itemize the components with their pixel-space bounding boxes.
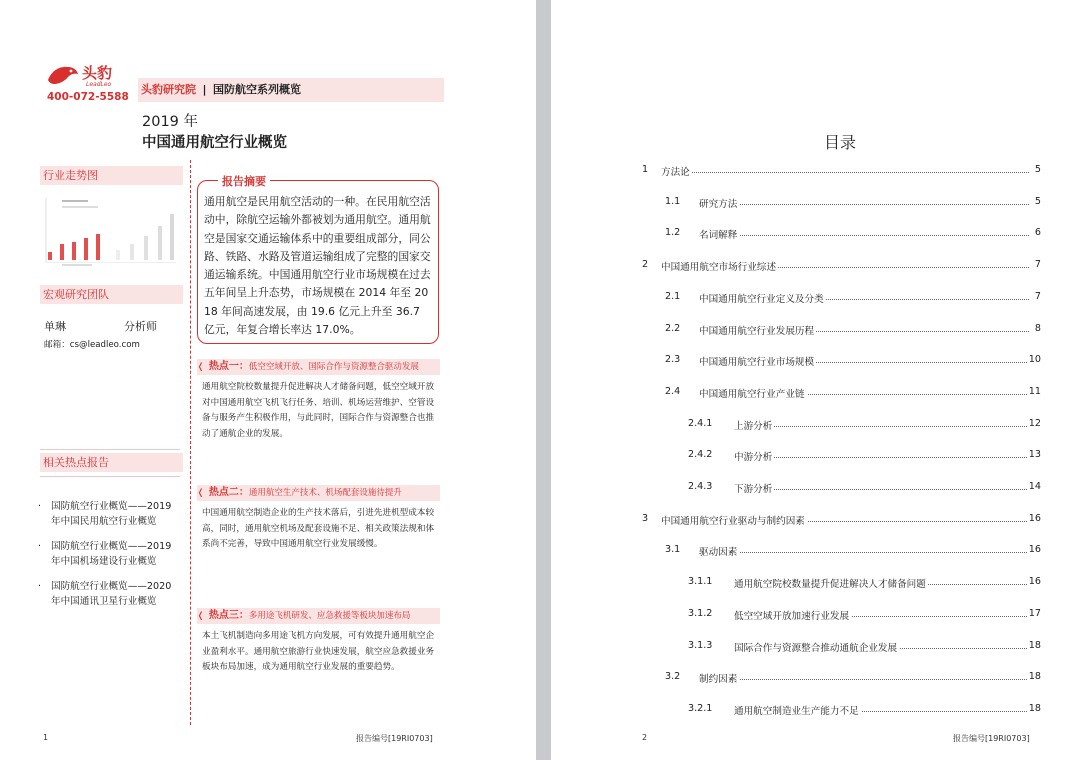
toc-entry-number: 3.1 <box>665 544 681 556</box>
related-report-line2: 年中国机场建设行业概览 <box>51 556 157 567</box>
report-code: 报告编号[19RI0703] <box>953 734 1030 743</box>
toc-entry-label: 下游分析 <box>734 481 774 495</box>
toc-entry-label: 中国通用航空行业产业链 <box>699 386 807 400</box>
page-gap <box>536 0 551 760</box>
hotspot-2-title: 通用航空生产技术、机场配套设施待提升 <box>248 488 402 498</box>
toc-entry[interactable] <box>551 513 1074 527</box>
toc-entry-page: 18 <box>1028 639 1041 651</box>
report-page-2 <box>551 0 1074 760</box>
toc-entry-number: 2 <box>642 259 649 271</box>
toc-entry-label: 中国通用航空行业发展历程 <box>699 323 816 337</box>
related-report-item[interactable]: · 国防航空行业概览——2019 年中国民用航空行业概览 <box>38 501 172 527</box>
abstract-tag: 报告摘要 <box>218 173 270 189</box>
trend-section-head: 行业走势图 <box>40 166 183 185</box>
brand-logo-text: 头豹 <box>82 64 113 82</box>
toc-entry-label: 中国通用航空行业市场规模 <box>699 354 816 368</box>
toc-entry-page: 18 <box>1028 702 1041 714</box>
hotspot-3-body: 本土飞机制造向多用途飞机方向发展，可有效提升通用航空企业盈利水平。通用航空旅游行业快速发展，航空应急救援业务板块布局加速，成为通用航空行业发展的重要趋势。 <box>202 631 435 672</box>
toc-entry-label: 中国通用航空行业定义及分类 <box>699 291 826 305</box>
toc-entry-label: 制约因素 <box>699 671 739 685</box>
toc-entry-label: 方法论 <box>661 164 692 178</box>
toc-entry-label: 名词解释 <box>699 227 739 241</box>
toc-leader-dots <box>734 457 1029 458</box>
trend-thumbnail <box>40 192 180 272</box>
brand-logo-sub: LeadLeo <box>86 81 112 88</box>
toc-leader-dots <box>734 489 1029 490</box>
related-divider <box>40 449 180 450</box>
toc-leader-dots <box>699 679 1029 680</box>
toc-entry-number: 2.2 <box>665 322 681 334</box>
report-page-1 <box>0 0 536 760</box>
toc-entry-page: 6 <box>1034 227 1041 239</box>
related-report-item[interactable]: · 国防航空行业概览——2019 年中国机场建设行业概览 <box>38 541 172 567</box>
page-number: 1 <box>43 733 49 742</box>
hotspot-2-label: 热点二： <box>208 487 249 498</box>
related-report-item[interactable]: · 国防航空行业概览——2020 年中国通讯卫星行业概览 <box>38 581 172 607</box>
phone-number: 400-072-5588 <box>47 91 129 103</box>
toc-entry-page: 10 <box>1028 354 1041 366</box>
header-series: 国防航空系列概览 <box>213 83 302 96</box>
related-report-line2: 年中国通讯卫星行业概览 <box>51 596 157 607</box>
toc-entry-number: 1.2 <box>665 227 681 239</box>
toc-entry-label: 通用航空制造业生产能力不足 <box>734 703 861 717</box>
related-report-line1: 国防航空行业概览——2020 <box>51 581 172 592</box>
page-number: 2 <box>642 733 648 742</box>
toc-entry-label: 研究方法 <box>699 196 739 210</box>
toc-entry-number: 2.4.3 <box>688 481 713 492</box>
hotspot-1-body: 通用航空院校数量提升促进解决人才储备问题，低空空域开放对中国通用航空飞机飞行任务、培训、机场运营维护、空管设备与服务产生积极作用，与此同时，国际合作与资源整合也推动了通航企业的发展。 <box>202 382 435 439</box>
toc-entry-page: 17 <box>1028 607 1041 619</box>
report-year: 2019 年 <box>142 114 199 130</box>
toc-entry[interactable] <box>551 449 1074 463</box>
toc-entry-page: 12 <box>1028 417 1041 429</box>
toc-entry-label: 国际合作与资源整合推动通航企业发展 <box>734 640 899 654</box>
toc-entry-page: 16 <box>1028 544 1041 556</box>
toc-entry[interactable] <box>551 386 1074 400</box>
toc-entry-number: 2.4.2 <box>688 449 713 461</box>
toc-entry[interactable] <box>551 418 1074 432</box>
toc-entry-label: 中国通用航空行业驱动与制约因素 <box>661 513 807 527</box>
toc-entry[interactable] <box>551 196 1074 210</box>
toc-entry[interactable] <box>551 227 1074 241</box>
related-section-head: 相关热点报告 <box>40 453 183 472</box>
toc-entry-page: 5 <box>1034 195 1041 207</box>
toc-entry[interactable] <box>551 640 1074 654</box>
header-org: 头豹研究院 <box>141 83 196 96</box>
related-report-line1: 国防航空行业概览——2019 <box>51 501 172 512</box>
column-divider <box>190 160 191 725</box>
toc-entry[interactable] <box>551 164 1074 178</box>
toc-entry-label: 上游分析 <box>734 418 774 432</box>
toc-entry-number: 3.1.2 <box>688 607 713 619</box>
toc-entry-label: 驱动因素 <box>699 544 739 558</box>
toc-entry-page: 14 <box>1028 481 1041 492</box>
toc-entry[interactable] <box>551 354 1074 368</box>
report-title: 中国通用航空行业概览 <box>142 135 287 151</box>
toc-leader-dots <box>699 235 1029 236</box>
toc-entry-page: 5 <box>1034 164 1041 175</box>
toc-leader-dots <box>661 172 1029 173</box>
toc-entry-page: 13 <box>1028 449 1041 461</box>
team-section-head: 宏观研究团队 <box>40 285 183 304</box>
toc-entry[interactable] <box>551 671 1074 685</box>
toc-entry-page: 7 <box>1034 290 1041 302</box>
hotspot-3-title: 多用途飞机研发、应急救援等板块加速布局 <box>248 611 411 621</box>
hotspot-2-head <box>197 485 440 501</box>
toc-entry-number: 1 <box>642 164 649 175</box>
toc-entry-page: 16 <box>1028 512 1041 524</box>
toc-entry[interactable] <box>551 544 1074 558</box>
toc-entry-label: 中国通用航空市场行业综述 <box>661 259 778 273</box>
hotspot-3-label: 热点三： <box>208 610 249 621</box>
related-report-line2: 年中国民用航空行业概览 <box>51 516 157 527</box>
toc-entry-number: 3.2.1 <box>688 702 713 714</box>
toc-entry-page: 7 <box>1034 259 1041 271</box>
toc-entry-page: 8 <box>1034 322 1041 334</box>
toc-entry-page: 11 <box>1028 385 1041 397</box>
toc-entry-label: 通用航空院校数量提升促进解决人才储备问题 <box>734 576 928 590</box>
related-divider-bottom <box>40 476 180 477</box>
toc-entry-number: 3.1.3 <box>688 639 713 651</box>
toc-entry-number: 2.4.1 <box>688 417 713 429</box>
toc-leader-dots <box>699 552 1029 553</box>
hotspot-marker-icon: ❬ <box>197 362 205 372</box>
header-sep: | <box>202 83 207 96</box>
toc-entry-number: 3 <box>642 512 649 524</box>
toc-entry[interactable] <box>551 576 1074 590</box>
toc-entry-label: 中游分析 <box>734 449 774 463</box>
toc-entry[interactable] <box>551 703 1074 717</box>
toc-entry[interactable] <box>551 323 1074 337</box>
report-code: 报告编号[19RI0703] <box>356 734 433 743</box>
toc-entry[interactable] <box>551 608 1074 622</box>
header-band <box>138 78 444 102</box>
related-report-line1: 国防航空行业概览——2019 <box>51 541 172 552</box>
toc-entry-page: 16 <box>1028 576 1041 588</box>
toc-entry-page: 18 <box>1028 671 1041 683</box>
analyst-role: 分析师 <box>124 320 157 333</box>
toc-leader-dots <box>699 204 1029 205</box>
toc-title: 目录 <box>824 133 857 152</box>
toc-entry-label: 低空空域开放加速行业发展 <box>734 608 851 622</box>
toc-entry-number: 2.3 <box>665 354 681 366</box>
toc-entry-number: 3.2 <box>665 671 681 683</box>
analyst-email: 邮箱：cs@leadleo.com <box>44 340 140 350</box>
toc-entry-number: 3.1.1 <box>688 576 713 588</box>
abstract-text: 通用航空是民用航空活动的一种。在民用航空活动中，除航空运输外都被划为通用航空。通用航空是国家交通运输体系中的重要组成部分，同公路、铁路、水路及管道运输组成了完整的国家交通运输系统。中国通用航空行业市场规模在过去五年间呈上升态势，市场规模在 2014 年至 2018 年间高速发展，由 19.6 亿元上升至 36.7 亿元，年复合增长率达 17.0%。 <box>204 195 431 337</box>
toc-entry[interactable] <box>551 291 1074 305</box>
toc-leader-dots <box>734 426 1029 427</box>
analyst-name: 单琳 <box>44 320 66 333</box>
hotspot-2-body: 中国通用航空制造企业的生产技术落后，引进先进机型成本较高，同时，通用航空机场及配套设施不足、相关政策法规和体系尚不完善，导致中国通用航空行业发展缓慢。 <box>202 508 435 549</box>
toc-entry-number: 2.1 <box>665 290 681 302</box>
hotspot-marker-icon: ❬ <box>197 611 205 621</box>
toc-entry[interactable] <box>551 259 1074 273</box>
hotspot-1-label: 热点一： <box>208 361 249 372</box>
hotspot-marker-icon: ❬ <box>197 488 205 498</box>
toc-entry-number: 1.1 <box>665 195 681 207</box>
toc-entry-number: 2.4 <box>665 385 681 397</box>
hotspot-1-title: 低空空域开放、国际合作与资源整合驱动发展 <box>248 362 419 372</box>
hotspot-1-head <box>197 359 440 375</box>
hotspot-3-head <box>197 608 440 624</box>
toc-entry[interactable] <box>551 481 1074 495</box>
leopard-logo-icon <box>46 60 80 88</box>
